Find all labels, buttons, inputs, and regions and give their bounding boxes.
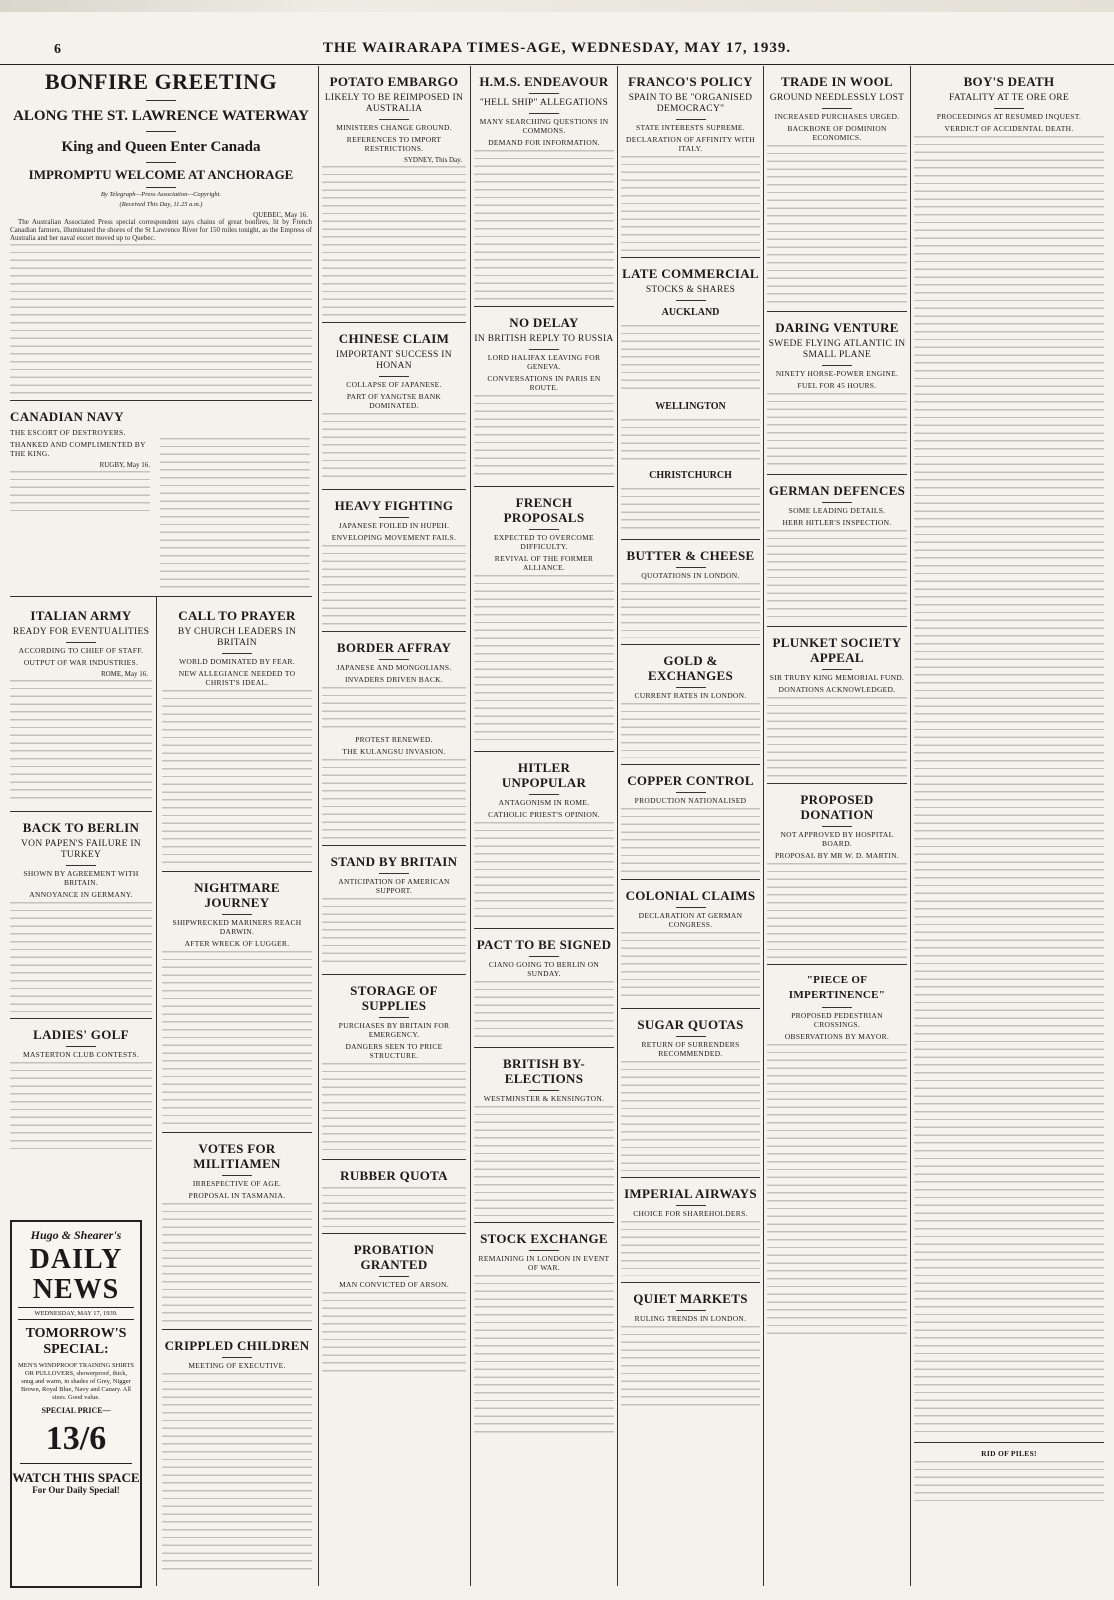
divider — [767, 626, 907, 627]
divider — [379, 376, 409, 377]
article-text-block — [10, 902, 152, 1012]
deck-remaining: REMAINING IN LONDON IN EVENT OF WAR. — [478, 1254, 610, 1272]
article-text-block — [322, 545, 466, 625]
article-text-block — [162, 951, 312, 1126]
divider — [676, 1310, 706, 1311]
headline-boys-death: BOY'S DEATH — [963, 74, 1055, 89]
headline-imperial-airways: IMPERIAL AIRWAYS — [624, 1186, 757, 1201]
deck-truby-king: SIR TRUBY KING MEMORIAL FUND. — [769, 673, 905, 682]
deck-inspection: HERR HITLER'S INSPECTION. — [782, 518, 892, 527]
page-number: 6 — [54, 42, 61, 57]
deck-demand: DEMAND FOR INFORMATION. — [488, 138, 600, 147]
article-text-block — [322, 1292, 466, 1372]
headline-colonial-claims: COLONIAL CLAIMS — [625, 888, 756, 903]
article-text-block — [621, 583, 760, 638]
daily-news-advert — [10, 1220, 142, 1588]
deck-arson: MAN CONVICTED OF ARSON. — [339, 1280, 449, 1289]
deck-mongolians: JAPANESE AND MONGOLIANS. — [336, 663, 452, 672]
divider — [529, 794, 559, 795]
headline-heavy-fighting: HEAVY FIGHTING — [334, 498, 454, 513]
article-text-block — [162, 1203, 312, 1323]
divider — [162, 1132, 312, 1133]
deck-collapse: COLLAPSE OF JAPANESE. — [346, 380, 442, 389]
headline-back-to-berlin: BACK TO BERLIN — [22, 820, 140, 835]
deck-antagonism: ANTAGONISM IN ROME. — [498, 798, 590, 807]
divider — [676, 119, 706, 120]
dateline: ROME, May 16. — [100, 670, 148, 678]
deck-church-leaders: BY CHURCH LEADERS IN BRITAIN — [177, 627, 297, 648]
divider — [162, 1329, 312, 1330]
article-text-block — [474, 981, 614, 1041]
deck-invaders: INVADERS DRIVEN BACK. — [344, 675, 444, 684]
deck-enveloping: ENVELOPING MOVEMENT FAILS. — [331, 533, 457, 542]
divider — [676, 792, 706, 793]
subhead-wellington: WELLINGTON — [655, 401, 726, 412]
divider — [146, 131, 176, 132]
divider — [914, 1442, 1104, 1443]
deck-catholic: CATHOLIC PRIEST'S OPINION. — [488, 810, 600, 819]
deck-von-papen: VON PAPEN'S FAILURE IN TURKEY — [21, 839, 141, 860]
deck-not-approved: NOT APPROVED BY HOSPITAL BOARD. — [780, 830, 894, 848]
headline-daring-venture: DARING VENTURE — [775, 320, 899, 335]
advert-price: 13/6 — [45, 1420, 107, 1457]
headline-rid-of-piles: RID OF PILES! — [981, 1449, 1037, 1458]
deck-protest: PROTEST RENEWED. — [355, 735, 433, 744]
deck-ruling-trends: RULING TRENDS IN LONDON. — [634, 1314, 747, 1323]
divider — [322, 1159, 466, 1160]
divider — [66, 1046, 96, 1047]
article-text-block — [621, 1061, 760, 1171]
divider — [474, 1047, 614, 1048]
deck-ground-lost: GROUND NEEDLESSLY LOST — [769, 93, 905, 103]
deck-backbone: BACKBONE OF DOMINION ECONOMICS. — [787, 124, 887, 142]
deck-kulangsu: THE KULANGSU INVASION. — [342, 747, 446, 756]
divider — [66, 642, 96, 643]
article-text-block — [162, 690, 312, 865]
article-text-block — [767, 393, 907, 468]
article-text-block — [10, 680, 152, 805]
deck-surrenders: RETURN OF SURRENDERS RECOMMENDED. — [641, 1040, 740, 1058]
divider — [322, 1233, 466, 1234]
divider — [529, 1250, 559, 1251]
article-text-block — [474, 395, 614, 480]
article-text-block — [10, 471, 150, 511]
deck-escort: THE ESCORT OF DESTROYERS. — [10, 428, 126, 438]
article-text-block — [322, 898, 466, 968]
headline-no-delay: NO DELAY — [509, 315, 579, 330]
advert-brand: Hugo & Shearer's — [30, 1228, 122, 1242]
column-rule — [156, 596, 157, 1586]
divider — [20, 1463, 132, 1464]
dateline: RUGBY, May 16. — [99, 461, 150, 470]
divider — [474, 928, 614, 929]
deck-ninety-hp: NINETY HORSE-POWER ENGINE. — [775, 369, 899, 378]
divider — [529, 93, 559, 94]
deck-british-reply: IN BRITISH REPLY TO RUSSIA — [474, 334, 614, 344]
dateline: QUEBEC, May 16. — [253, 211, 308, 219]
column-endeavour — [474, 66, 614, 1586]
scan-edge — [0, 0, 1114, 12]
divider — [767, 964, 907, 965]
article-text-block — [474, 575, 614, 745]
divider — [621, 644, 760, 645]
headline-stock-exchange: STOCK EXCHANGE — [480, 1231, 608, 1246]
divider — [146, 100, 176, 101]
headline-crippled-children: CRIPPLED CHILDREN — [164, 1338, 310, 1353]
divider — [529, 349, 559, 350]
article-text-block — [621, 703, 760, 758]
column-rule — [617, 66, 618, 1586]
article-text-block — [322, 166, 466, 316]
divider — [621, 1282, 760, 1283]
headline-proposed-donation: PROPOSED DONATION — [800, 792, 874, 822]
divider — [822, 826, 852, 827]
column-rule — [763, 66, 764, 1586]
divider — [676, 1205, 706, 1206]
headline-border-affray: BORDER AFFRAY — [336, 640, 452, 655]
divider — [822, 669, 852, 670]
deck-dangers: DANGERS SEEN TO PRICE STRUCTURE. — [345, 1042, 443, 1060]
deck-westminster: WESTMINSTER & KENSINGTON. — [483, 1094, 605, 1103]
divider — [621, 879, 760, 880]
divider — [676, 907, 706, 908]
deck-reimposed: LIKELY TO BE REIMPOSED IN AUSTRALIA — [324, 93, 464, 114]
headline-chinese-claim: CHINESE CLAIM — [338, 331, 450, 346]
headline-trade-in-wool: TRADE IN WOOL — [780, 74, 893, 89]
deck-verdict: VERDICT OF ACCIDENTAL DEATH. — [944, 124, 1074, 133]
headline-copper-control: COPPER CONTROL — [627, 773, 754, 788]
divider — [767, 311, 907, 312]
deck-meeting: MEETING OF EXECUTIVE. — [188, 1361, 286, 1370]
headline-hitler-unpopular: HITLER UNPOPULAR — [501, 760, 587, 790]
column-rule — [318, 66, 319, 1586]
article-text-block — [474, 1106, 614, 1216]
deck-swede: SWEDE FLYING ATLANTIC IN SMALL PLANE — [768, 339, 906, 360]
headline-german-defences: GERMAN DEFENCES — [768, 483, 906, 498]
divider — [676, 687, 706, 688]
divider — [10, 596, 312, 597]
divider — [529, 1090, 559, 1091]
headline-french-proposals: FRENCH PROPOSALS — [503, 495, 585, 525]
deck-important-success: IMPORTANT SUCCESS IN HONAN — [336, 350, 452, 371]
deck-thanked: THANKED AND COMPLIMENTED BY THE KING. — [10, 440, 146, 459]
deck-current-rates: CURRENT RATES IN LONDON. — [634, 691, 747, 700]
advert-tomorrow: TOMORROW'S SPECIAL: — [25, 1326, 127, 1357]
headline-italian-army: ITALIAN ARMY — [30, 608, 132, 623]
press-credit: By Telegraph—Press Association—Copyright. — [100, 191, 222, 198]
deck-halifax: LORD HALIFAX LEAVING FOR GENEVA. — [487, 353, 601, 371]
deck-revival: REVIVAL OF THE FORMER ALLIANCE. — [494, 554, 594, 572]
article-text-block — [10, 1062, 152, 1152]
article-text-block — [621, 325, 760, 395]
divider — [767, 783, 907, 784]
divider — [822, 108, 852, 109]
headline-storage-supplies: STORAGE OF SUPPLIES — [350, 983, 438, 1013]
deck-ministers: MINISTERS CHANGE GROUND. — [336, 123, 452, 132]
deck-proceedings: PROCEEDINGS AT RESUMED INQUEST. — [936, 112, 1082, 121]
deck-lugger: AFTER WRECK OF LUGGER. — [184, 939, 290, 948]
deck-fuel: FUEL FOR 45 HOURS. — [797, 381, 877, 390]
article-text-block — [621, 419, 760, 464]
deck-references: REFERENCES TO IMPORT RESTRICTIONS. — [346, 135, 442, 153]
deck-masterton-club: MASTERTON CLUB CONTESTS. — [23, 1050, 139, 1059]
deck-searching: MANY SEARCHING QUESTIONS IN COMMONS. — [479, 117, 609, 135]
deck-world-fear: WORLD DOMINATED BY FEAR. — [178, 657, 296, 666]
headline-franco-policy: FRANCO'S POLICY — [628, 74, 753, 89]
paper-title: THE WAIRARAPA TIMES-AGE, WEDNESDAY, MAY 17, 1939. — [322, 40, 792, 56]
article-text-block — [322, 413, 466, 483]
headline-stand-by-britain: STAND BY BRITAIN — [330, 854, 458, 869]
divider — [379, 119, 409, 120]
deck-increased: INCREASED PURCHASES URGED. — [774, 112, 900, 121]
headline-votes-militiamen: VOTES FOR MILITIAMEN — [193, 1141, 281, 1171]
deck-mayor: OBSERVATIONS BY MAYOR. — [784, 1032, 890, 1041]
divider — [621, 764, 760, 765]
article-text-block — [914, 1461, 1104, 1501]
divider — [529, 113, 559, 114]
headline-call-to-prayer: CALL TO PRAYER — [178, 608, 296, 623]
divider — [146, 162, 176, 163]
deck-paris: CONVERSATIONS IN PARIS EN ROUTE. — [487, 374, 601, 392]
deck-shipwrecked: SHIPWRECKED MARINERS REACH DARWIN. — [172, 918, 302, 936]
column-rule — [470, 66, 471, 1586]
deck-donations: DONATIONS ACKNOWLEDGED. — [778, 685, 896, 694]
divider — [162, 871, 312, 872]
column-navy-continued — [160, 436, 310, 590]
article-text-block — [621, 808, 760, 873]
divider — [379, 517, 409, 518]
divider — [222, 914, 252, 915]
deck-purchases: PURCHASES BY BRITAIN FOR EMERGENCY. — [338, 1021, 450, 1039]
divider — [10, 811, 152, 812]
deck-ready: READY FOR EVENTUALITIES — [12, 627, 150, 637]
deck-fatality: FATALITY AT TE ORE ORE — [948, 93, 1069, 103]
deck-irrespective: IRRESPECTIVE OF AGE. — [192, 1179, 282, 1188]
divider — [529, 529, 559, 530]
headline-quiet-markets: QUIET MARKETS — [633, 1291, 748, 1306]
article-text-block — [10, 244, 312, 394]
advert-special-price: SPECIAL PRICE— — [41, 1406, 111, 1415]
deck-state-interests: STATE INTERESTS SUPREME. — [636, 123, 745, 132]
headline-rubber-quota: RUBBER QUOTA — [340, 1168, 448, 1183]
divider — [66, 865, 96, 866]
divider — [529, 956, 559, 957]
article-text-block — [914, 136, 1104, 1436]
column-potato-embargo — [322, 66, 466, 1586]
deck-affinity: DECLARATION OF AFFINITY WITH ITALY. — [625, 135, 756, 153]
divider — [621, 1177, 760, 1178]
column-italian — [10, 600, 152, 1214]
deck-hupeh: JAPANESE FOILED IN HUPEH. — [338, 521, 450, 530]
deck-organised-democracy: SPAIN TO BE "ORGANISED DEMOCRACY" — [628, 93, 753, 114]
divider — [676, 300, 706, 301]
divider — [994, 108, 1024, 109]
divider — [676, 567, 706, 568]
column-rule — [910, 66, 911, 1586]
deck-chief: ACCORDING TO CHIEF OF STAFF. — [18, 646, 144, 655]
article-text-block — [621, 1326, 760, 1411]
deck-quotations: QUOTATIONS IN LONDON. — [641, 571, 740, 580]
headline-butter-cheese: BUTTER & CHEESE — [626, 548, 755, 563]
headline-potato-embargo: POTATO EMBARGO — [329, 74, 459, 89]
column-boys-death — [914, 66, 1104, 1586]
deck-ciano: CIANO GOING TO BERLIN ON SUNDAY. — [488, 960, 600, 978]
headline-impromptu: IMPROMPTU WELCOME AT ANCHORAGE — [28, 167, 294, 182]
deck-shareholders: CHOICE FOR SHAREHOLDERS. — [633, 1209, 748, 1218]
article-text-block — [621, 932, 760, 1002]
article-text-block — [474, 1275, 614, 1435]
deck-leading-details: SOME LEADING DETAILS. — [788, 506, 886, 515]
deck-nationalised: PRODUCTION NATIONALISED — [634, 796, 747, 805]
divider — [767, 474, 907, 475]
article-text-block — [767, 1044, 907, 1334]
divider — [222, 1357, 252, 1358]
divider — [621, 257, 760, 258]
received-time: (Received This Day, 11.25 a.m.) — [119, 201, 203, 208]
divider — [222, 1175, 252, 1176]
divider — [10, 400, 312, 401]
headline-ladies-golf: LADIES' GOLF — [33, 1027, 129, 1042]
deck-american-support: ANTICIPATION OF AMERICAN SUPPORT. — [338, 877, 450, 895]
subhead-auckland: AUCKLAND — [661, 307, 720, 318]
article-text-block — [162, 1373, 312, 1573]
article-text-block — [767, 530, 907, 620]
deck-crossings: PROPOSED PEDESTRIAN CROSSINGS. — [791, 1011, 883, 1029]
headline-impertinence: "PIECE OF IMPERTINENCE" — [788, 974, 886, 1001]
subhead-christchurch: CHRISTCHURCH — [649, 470, 732, 481]
divider — [621, 1008, 760, 1009]
deck-hell-ship: "HELL SHIP" ALLEGATIONS — [479, 98, 609, 108]
deck-allegiance: NEW ALLEGIANCE NEEDED TO CHRIST'S IDEAL. — [178, 669, 296, 687]
advert-for-our: For Our Daily Special! — [32, 1485, 120, 1495]
advert-description: MEN'S WINDPROOF TRAINING SHIRTS OR PULLOVERS, showerproof, thick, snug and warm, in shades of Grey, Nigger Brown, Royal Blue, Navy and Canary. All sizes. Good value. — [18, 1362, 134, 1401]
article-text-block — [474, 822, 614, 922]
deck-overcome: EXPECTED TO OVERCOME DIFFICULTY. — [494, 533, 594, 551]
headline-sugar-quotas: SUGAR QUOTAS — [637, 1017, 744, 1032]
headline-hms-endeavour: H.M.S. ENDEAVOUR — [479, 74, 609, 89]
headline-nightmare-journey: NIGHTMARE JOURNEY — [194, 880, 280, 910]
column-call-to-prayer — [162, 600, 312, 1586]
article-text-block — [160, 438, 310, 588]
advert-watch: WATCH THIS SPACE — [12, 1470, 140, 1485]
article-text-block — [474, 150, 614, 300]
article-text-block — [322, 759, 466, 839]
divider — [379, 659, 409, 660]
column-franco — [621, 66, 760, 1586]
divider — [474, 306, 614, 307]
headline-st-lawrence: ALONG THE ST. LAWRENCE WATERWAY — [13, 108, 309, 124]
divider — [322, 974, 466, 975]
divider — [322, 631, 466, 632]
deck-agreement: SHOWN BY AGREEMENT WITH BRITAIN. — [23, 869, 139, 887]
divider — [822, 365, 852, 366]
deck-annoyance: ANNOYANCE IN GERMANY. — [29, 890, 133, 899]
divider — [822, 502, 852, 503]
article-text-block — [621, 488, 760, 533]
deck-output: OUTPUT OF WAR INDUSTRIES. — [23, 658, 139, 667]
article-body: The Australian Associated Press special correspondent says chains of great bonfires, lit by French Canadian farmers, illuminated the shores of the St Lawrence River for 150 miles tonight, as the Empress of Australia and her naval escort moved up to Quebec. — [10, 218, 312, 242]
article-text-block — [322, 1187, 466, 1227]
article-text-block — [767, 863, 907, 958]
masthead — [0, 34, 1114, 65]
headline-pact: PACT TO BE SIGNED — [476, 937, 612, 952]
divider — [379, 1276, 409, 1277]
column-trade-wool — [767, 66, 907, 1586]
deck-martin: PROPOSAL BY MR W. D. MARTIN. — [774, 851, 900, 860]
headline-gold-exchanges: GOLD & EXCHANGES — [647, 653, 734, 683]
divider — [621, 539, 760, 540]
divider — [10, 1018, 152, 1019]
headline-canadian-navy: CANADIAN NAVY — [10, 409, 124, 425]
divider — [322, 845, 466, 846]
headline-late-commercial: LATE COMMERCIAL — [622, 266, 759, 281]
advert-date: WEDNESDAY, MAY 17, 1939. — [18, 1307, 134, 1320]
divider — [322, 489, 466, 490]
article-text-block — [621, 1221, 760, 1276]
article-text-block — [322, 1063, 466, 1153]
divider — [322, 322, 466, 323]
headline-king-queen: King and Queen Enter Canada — [61, 139, 261, 155]
divider — [379, 1017, 409, 1018]
advert-title: DAILY NEWS — [29, 1244, 123, 1305]
divider — [474, 1222, 614, 1223]
article-text-block — [621, 156, 760, 251]
divider — [676, 1036, 706, 1037]
article-text-block — [767, 145, 907, 305]
divider — [379, 873, 409, 874]
divider — [474, 751, 614, 752]
divider — [474, 486, 614, 487]
divider — [822, 1007, 852, 1008]
article-text-block — [322, 687, 466, 732]
article-text-block — [767, 697, 907, 777]
deck-stocks-shares: STOCKS & SHARES — [645, 285, 736, 295]
headline-by-elections: BRITISH BY-ELECTIONS — [503, 1056, 585, 1086]
headline-plunket: PLUNKET SOCIETY APPEAL — [772, 635, 902, 665]
deck-german-congress: DECLARATION AT GERMAN CONGRESS. — [638, 911, 743, 929]
headline-probation: PROBATION GRANTED — [353, 1242, 435, 1272]
divider — [146, 187, 176, 188]
divider — [222, 653, 252, 654]
dateline: SYDNEY, This Day. — [403, 156, 462, 164]
deck-tasmania: PROPOSAL IN TASMANIA. — [188, 1191, 286, 1200]
headline-bonfire: BONFIRE GREETING — [44, 69, 278, 94]
deck-yangtse: PART OF YANGTSE BANK DOMINATED. — [346, 392, 442, 410]
